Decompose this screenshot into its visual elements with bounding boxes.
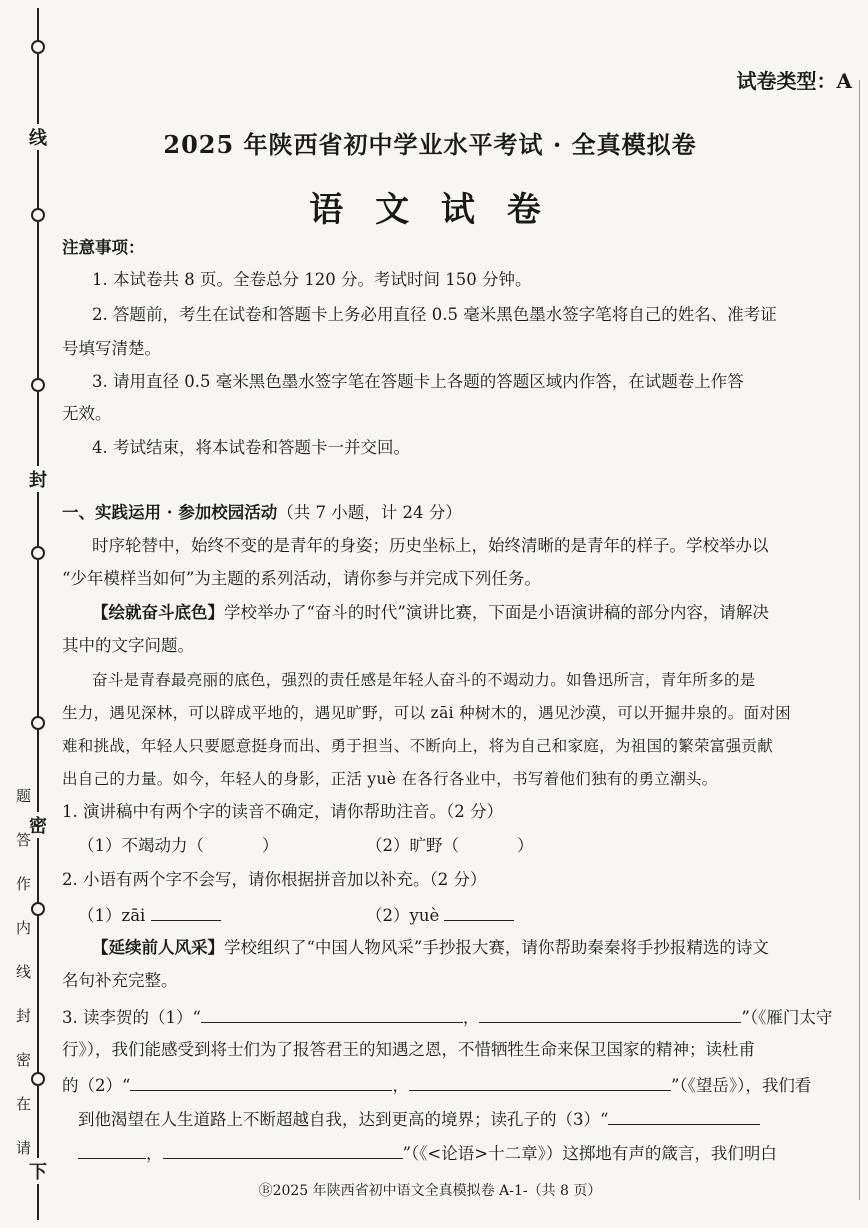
notice-item-4: 4. 考试结束，将本试卷和答题卡一并交回。 (92, 438, 410, 457)
page-footer: Ⓑ2025 年陕西省初中语文全真模拟卷 A-1-（共 8 页） (258, 1183, 602, 1199)
notice-item-2-cont: 号填写清楚。 (62, 339, 161, 358)
answer-blank[interactable] (151, 904, 221, 921)
binding-label-xia: 下 (26, 1158, 50, 1184)
answer-blank[interactable] (479, 1006, 741, 1023)
question-3-line-1: 3. 读李贺的（1）“ ， ”（《雁门太守 (62, 1008, 833, 1027)
task-2-intro-cont: 名句补充完整。 (62, 971, 178, 990)
speech-line: 奋斗是青春最亮丽的底色，强烈的责任感是年轻人奋斗的不竭动力。如鲁迅所言，青年所多的是 (92, 671, 756, 689)
question-2-part-2: （2）yuè (366, 904, 514, 926)
binding-hole (31, 716, 45, 730)
binding-hole (31, 40, 45, 54)
task-1-intro-cont: 其中的文字问题。 (62, 636, 194, 655)
answer-blank[interactable] (78, 1142, 146, 1159)
task-2-intro: 【延续前人风采】学校组织了“中国人物风采”手抄报大赛，请你帮助秦秦将手抄报精选的诗文 (92, 938, 769, 957)
page-edge (859, 80, 868, 1200)
question-3-line-3: 的（2）“ ， ”（《望岳》），我们看 (62, 1076, 812, 1095)
intro-line: 时序轮替中，始终不变的是青年的身姿；历史坐标上，始终清晰的是青年的样子。学校举办以 (92, 536, 769, 555)
notice-item-3: 3. 请用直径 0.5 毫米黑色墨水签字笔在答题卡上各题的答题区域内作答，在试题卷上作答 (92, 372, 744, 391)
answer-blank[interactable] (201, 1006, 463, 1023)
speech-line: 生力，遇见深林，可以辟成平地的，遇见旷野，可以 zāi 种树木的，遇见沙漠，可以开掘井泉的。面对困 (62, 704, 791, 722)
answer-blank[interactable] (409, 1074, 671, 1091)
answer-blank[interactable] (608, 1108, 760, 1125)
question-1-part-2: （2）旷野（ ） (366, 836, 534, 855)
speech-line: 难和挑战，年轻人只要愿意挺身而出、勇于担当、不断向上，将为自己和家庭，为祖国的繁荣富强贡献 (62, 737, 774, 755)
exam-title: 2025 年陕西省初中学业水平考试 · 全真模拟卷 (163, 130, 697, 159)
intro-line: “少年模样当如何”为主题的系列活动，请你参与并完成下列任务。 (62, 569, 541, 588)
answer-blank[interactable] (444, 904, 514, 921)
notice-item-3-cont: 无效。 (62, 404, 112, 423)
notice-item-2: 2. 答题前，考生在试卷和答题卡上务必用直径 0.5 毫米黑色墨水签字笔将自己的姓名、准考证 (92, 305, 777, 324)
question-1-part-1: （1）不竭动力（ ） (78, 836, 279, 855)
binding-hole (31, 378, 45, 392)
section-heading: 一、实践运用 · 参加校园活动（共 7 小题，计 24 分） (62, 503, 462, 522)
notice-item-1: 1. 本试卷共 8 页。全卷总分 120 分。考试时间 150 分钟。 (92, 270, 532, 289)
subject-title: 语 文 试 卷 (309, 190, 551, 230)
notice-heading: 注意事项： (62, 238, 145, 257)
question-3-line-4: 到他渴望在人生道路上不断超越自我，达到更高的境界；读孔子的（3）“ (78, 1108, 760, 1130)
question-2-part-1: （1）zāi (78, 904, 221, 926)
answer-blank[interactable] (130, 1074, 392, 1091)
binding-hole (31, 546, 45, 560)
speech-line: 出自己的力量。如今，年轻人的身影，正活 yuè 在各行各业中，书写着他们独有的勇立潮头。 (62, 770, 718, 788)
question-3-line-2: 行》），我们能感受到将士们为了报答君王的知遇之恩，不惜牺牲生命来保卫国家的精神；读杜甫 (62, 1040, 755, 1059)
binding-label-xian: 线 (26, 124, 50, 150)
question-3-line-5: ， ”（《<论语>十二章》）这掷地有声的箴言，我们明白 (78, 1142, 777, 1164)
binding-label-feng: 封 (26, 466, 50, 492)
task-1-intro: 【绘就奋斗底色】学校举办了“奋斗的时代”演讲比赛，下面是小语演讲稿的部分内容，请解决 (92, 603, 769, 622)
question-2: 2. 小语有两个字不会写，请你根据拼音加以补充。（2 分） (62, 870, 487, 889)
answer-blank[interactable] (163, 1142, 403, 1159)
question-1: 1. 演讲稿中有两个字的读音不确定，请你帮助注音。（2 分） (62, 802, 503, 821)
binding-label-mi: 密 (26, 812, 50, 838)
paper-type: 试卷类型：A (736, 69, 852, 93)
binding-warning: 题 答 作 内 线 封 密 在 请 (16, 787, 32, 1157)
